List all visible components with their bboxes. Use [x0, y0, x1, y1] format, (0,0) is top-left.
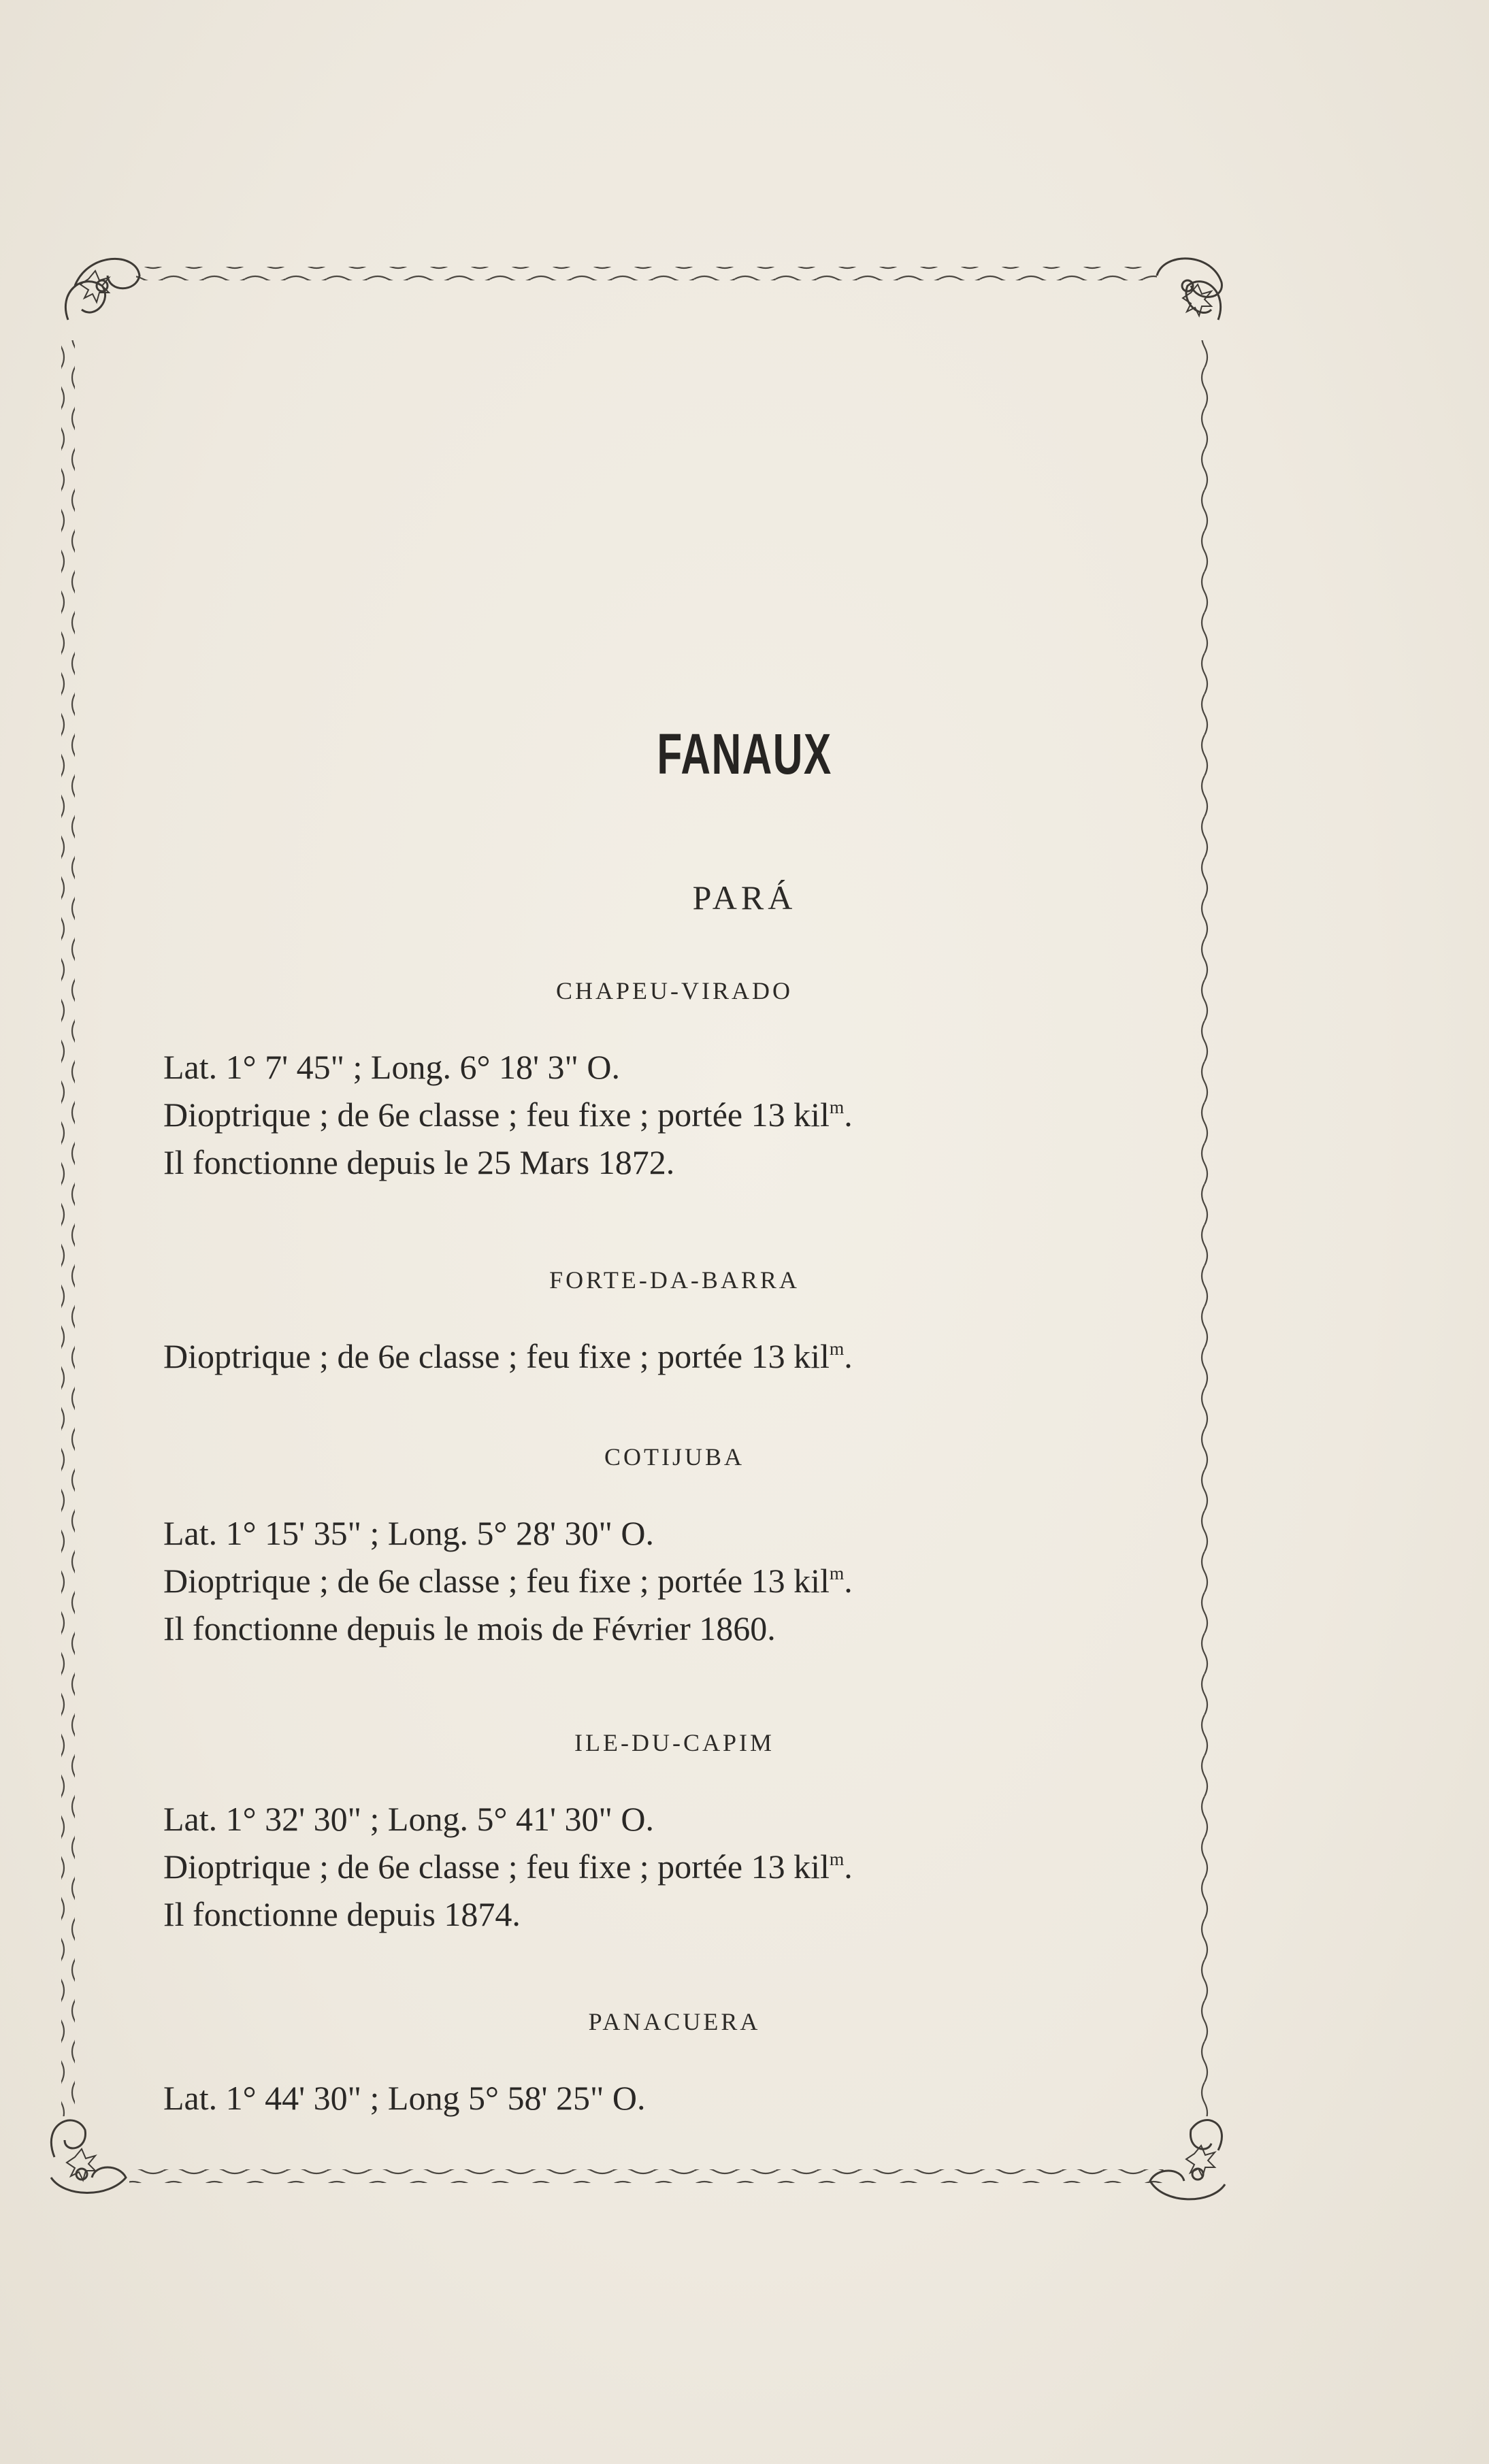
service-date-line: Il fonctionne depuis le 25 Mars 1872.	[163, 1143, 675, 1181]
lighthouse-entry-cotijuba	[163, 1443, 1184, 1652]
lighthouse-entry-panacuera	[163, 2007, 1184, 2122]
lighthouse-entry-ile-du-capim	[163, 1728, 1184, 1938]
lighthouse-name: COTIJUBA	[604, 1443, 744, 1471]
coordinates-line: Lat. 1° 44' 30" ; Long 5° 58' 25" O.	[163, 2079, 646, 2117]
service-date-line: Il fonctionne depuis le mois de Février 1860.	[163, 1609, 776, 1647]
page-title: FANAUX	[657, 722, 832, 786]
description-line: Dioptrique ; de 6e classe ; feu fixe ; portée 13 kil$^m$.	[163, 1847, 853, 1886]
corner-ornament-top-left	[65, 259, 140, 320]
description-line: Dioptrique ; de 6e classe ; feu fixe ; portée 13 kil$^m$.	[163, 1096, 853, 1134]
lighthouse-name: CHAPEU-VIRADO	[556, 977, 793, 1004]
description-line: Dioptrique ; de 6e classe ; feu fixe ; portée 13 kil$^m$.	[163, 1562, 853, 1600]
corner-ornament-bottom-right	[1150, 2120, 1225, 2199]
region-heading: PARÁ	[692, 878, 797, 917]
lighthouse-entry-forte-da-barra	[163, 1266, 1184, 1380]
lighthouse-name: PANACUERA	[588, 2008, 761, 2035]
lighthouse-entry-chapeu-virado	[163, 976, 1184, 1186]
lighthouse-name: ILE-DU-CAPIM	[574, 1729, 774, 1756]
service-date-line: Il fonctionne depuis 1874.	[163, 1895, 521, 1933]
lighthouse-name: FORTE-DA-BARRA	[549, 1266, 800, 1294]
coordinates-line: Lat. 1° 32' 30" ; Long. 5° 41' 30" O.	[163, 1800, 654, 1838]
coordinates-line: Lat. 1° 15' 35" ; Long. 5° 28' 30" O.	[163, 1514, 654, 1552]
description-line: Dioptrique ; de 6e classe ; feu fixe ; portée 13 kil$^m$.	[163, 1337, 853, 1375]
corner-ornament-top-right	[1157, 259, 1222, 320]
coordinates-line: Lat. 1° 7' 45" ; Long. 6° 18' 3" O.	[163, 1048, 620, 1086]
corner-ornament-bottom-left	[51, 2120, 126, 2193]
